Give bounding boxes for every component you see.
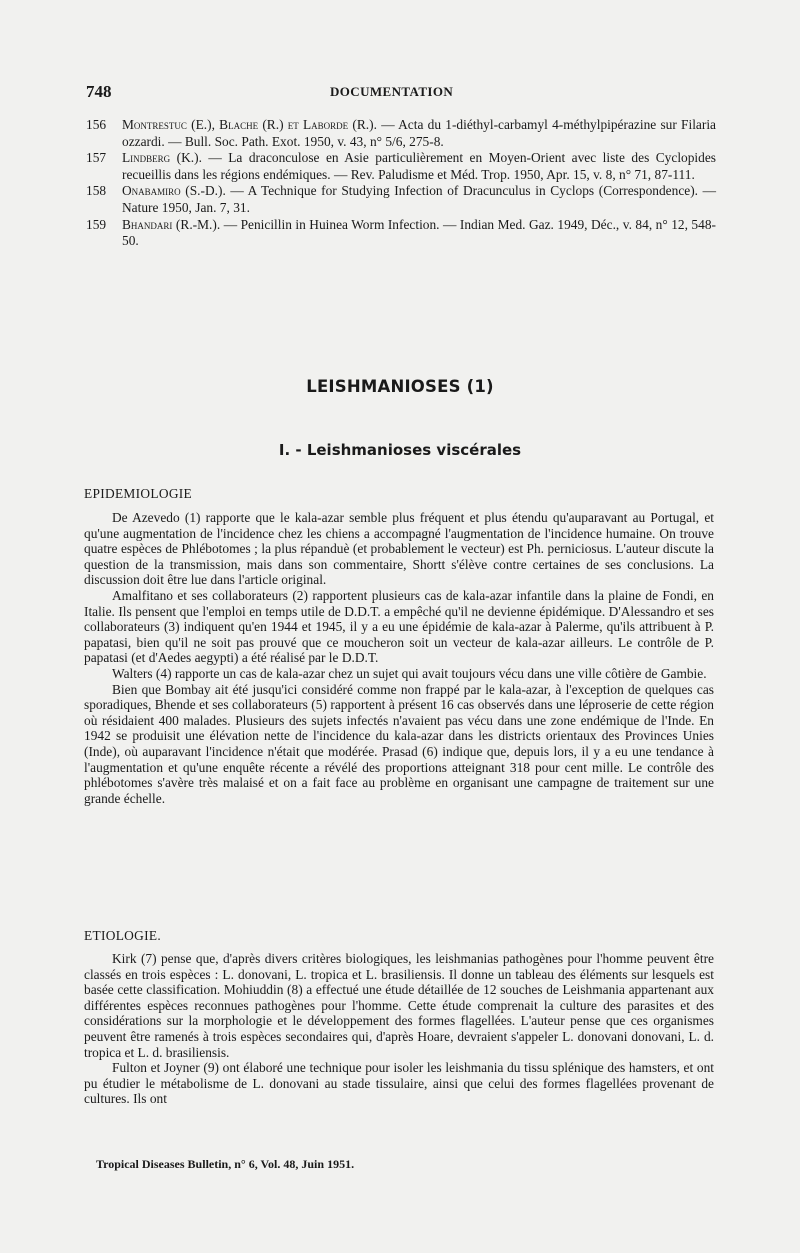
- paragraph: Bien que Bombay ait été jusqu'ici considéré comme non frappé par le kala-azar, à l'exception de quelques cas sporadiques, Bhende et ses collaborateurs (5) rapportent à présent 16 cas observés dans une léproserie de cette région où résidaient 400 malades. Plusieurs des sujets infectés n'avaient pas vécu dans une zone endémique de l'Inde. En 1942 se produisit une élévation nette de l'incidence du kala-azar dans les districts orientaux des Provinces Unies (Inde), où auparavant l'incidence n'était que modérée. Prasad (6) indique que, depuis lors, il y a eu une tendance à l'augmentation et qu'une enquête récente a révélé des proportions atteignant 318 pour cent mille. Le contrôle des phlébotomes s'avère très malaisé et on a fait face au problème en organisant une campagne de traitement sur une grande échelle.: [84, 681, 714, 806]
- reference-number: 157: [86, 150, 107, 166]
- paragraph: Walters (4) rapporte un cas de kala-azar chez un sujet qui avait toujours vécu dans une ville côtière de Gambie.: [112, 665, 707, 681]
- reference-number: 159: [86, 216, 107, 232]
- section-title: LEISHMANIOSES (1): [306, 377, 494, 396]
- reference-author: Lindberg (K.).: [122, 150, 202, 166]
- paragraph: Kirk (7) pense que, d'après divers critères biologiques, les leishmanias pathogènes pour l'homme peuvent être classés en trois espèces : L. donovani, L. tropica et L. brasiliensis. Il donne un tableau des éléments sur lesquels est basée cette classification. Mohiuddin (8) a effectué une étude détaillée de 12 souches de Leishmania appartenant aux différentes espèces reconnues pathogènes pour l'homme. Cette étude comprenait la culture des parasites et des considérations sur la morphologie et le développement des formes flagellées. L'auteur pense que ces organismes peuvent être ramenés à trois espèces secondaires qui, d'après Hoare, devraient s'appeler L. donovani donovani, L. d. tropica et L. d. brasiliensis.: [84, 951, 714, 1060]
- reference-text: — Acta du 1-diéthyl-carbamyl 4-méthylpipérazine sur Filaria ozzardi. — Bull. Soc. Path. Exot. 1950, v. 43, n° 5/6, 275-8.: [122, 117, 716, 149]
- page-header: [86, 82, 721, 102]
- reference-number: 156: [86, 117, 107, 132]
- reference-text: — La draconculose en Asie particulièrement en Moyen-Orient avec liste des Cyclopides recueillis dans les régions endémiques. — Rev. Paludisme et Méd. Trop. 1950, Apr. 15, v. 8, n° 71, 87-111.: [122, 150, 716, 182]
- reference-item: [86, 183, 716, 216]
- subsection-title: I. - Leishmanioses viscérales: [278, 441, 522, 459]
- paragraph: Fulton et Joyner (9) ont élaboré une technique pour isoler les leishmania du tissu splénique des hamsters, et ont pu étudier le métabolisme de L. donovani au stade tissulaire, ainsi que celui des formes flagellées provenant de cultures. Ils ont: [84, 1060, 714, 1107]
- reference-author: Bhandari (R.-M.).: [122, 216, 221, 232]
- reference-item: [86, 217, 716, 250]
- reference-author: Onabamiro (S.-D.).: [122, 183, 226, 199]
- page-number: 748: [86, 82, 112, 101]
- epidemiologie-heading: EPIDEMIOLOGIE: [84, 486, 193, 501]
- epidemiologie-body: [84, 510, 714, 806]
- reference-item: [86, 117, 716, 150]
- reference-text: — Penicillin in Huinea Worm Infection. — Indian Med. Gaz. 1949, Déc., v. 84, n° 12, 548-50.: [122, 216, 716, 249]
- etiologie-body: [84, 951, 714, 1107]
- paragraph: Amalfitano et ses collaborateurs (2) rapportent plusieurs cas de kala-azar infantile dans la plaine de Fondi, en Italie. Ils pensent que l'emploi en temps utile de D.D.T. a empêché qu'il ne devienne épidémique. D'Alessandro et ses collaborateurs (3) indiquent qu'en 1944 et 1945, il y a eu une épidémie de kala-azar à Palerme, qu'ils attribuent à P. papatasi, bien qu'il ne soit pas prouvé que ce moucheron soit un vecteur de kala-azar ailleurs. Le contrôle de P. papatasi (et d'Aedes aegypti) a été réalisé par le D.D.T.: [84, 587, 714, 666]
- footer-citation: Tropical Diseases Bulletin, n° 6, Vol. 48, Juin 1951.: [96, 1157, 355, 1171]
- paragraph: De Azevedo (1) rapporte que le kala-azar semble plus fréquent et plus étendu qu'auparavant au Portugal, et qu'une augmentation de l'incidence chez les chiens a accompagné l'augmentation de l'incidence humaine. On trouve quatre espèces de Phlébotomes ; la plus répanduè (et probablement le vecteur) est Ph. perniciosus. L'auteur discute la question de la transmission, mais dans son commentaire, Shortt s'élève contre certaines de ses conclusions. La discussion doit être lue dans l'article original.: [84, 510, 714, 588]
- reference-list: [86, 117, 716, 250]
- reference-item: [86, 150, 716, 183]
- etiologie-heading: ETIOLOGIE.: [84, 928, 161, 943]
- reference-author: Montrestuc (E.), Blache (R.) et Laborde (R.).: [122, 117, 377, 132]
- reference-text: — A Technique for Studying Infection of Dracunculus in Cyclops (Correspondence). — Nature 1950, Jan. 7, 31.: [122, 183, 716, 215]
- running-title: DOCUMENTATION: [330, 84, 454, 99]
- reference-number: 158: [86, 183, 107, 199]
